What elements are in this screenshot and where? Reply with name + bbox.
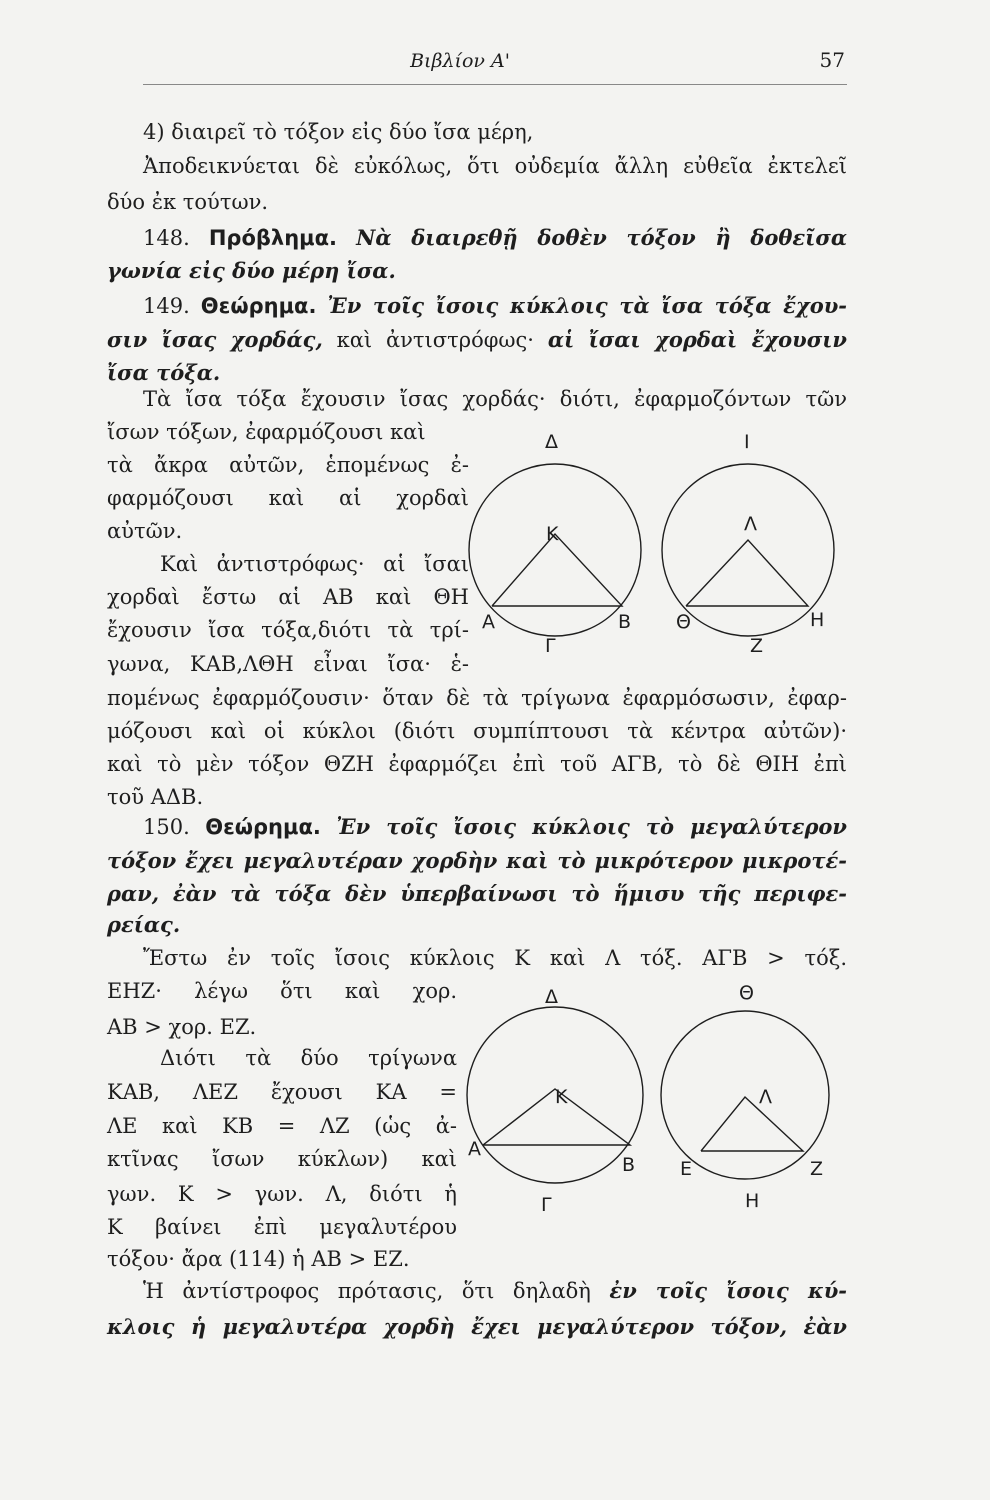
triangle-lthh [686, 540, 808, 606]
problem-statement-line: γωνία εἰς δύο μέρη ἴσα. [107, 258, 396, 283]
section-number: 150. [143, 815, 190, 839]
label-zeta: Ζ [810, 1158, 824, 1180]
text-line: φαρμόζουσι καὶ αἱ χορδαὶ [107, 486, 469, 510]
section-heading: Θεώρημα. [200, 294, 317, 318]
text-line: γωνα, ΚΑΒ,ΛΘΗ εἶναι ἴσα· ἑ- [107, 652, 469, 676]
text-line: Κ βαίνει ἐπὶ μεγαλυτέρου [107, 1215, 457, 1239]
label-gamma: Γ [541, 1194, 552, 1216]
text-line: ἔχουσιν ἴσα τόξα,διότι τὰ τρί- [107, 618, 469, 642]
label-epsilon: Ε [680, 1158, 693, 1180]
text-line: ΑΒ > χορ. ΕΖ. [107, 1015, 257, 1039]
triangle-lez [701, 1097, 803, 1151]
label-a: Α [468, 1138, 481, 1160]
circle-l [661, 1011, 829, 1179]
section-number: 149. [143, 294, 190, 318]
text-line: καὶ τὸ μὲν τόξον ΘΖΗ ἐφαρμόζει ἐπὶ τοῦ ΑΓΒ, τὸ δὲ ΘΙΗ ἐπὶ [107, 752, 847, 776]
theorem-149-line [143, 292, 847, 320]
theorem-statement: Ἐν τοῖς ἴσοις κύκλοις τὸ μεγαλύτερον [336, 814, 847, 839]
section-heading: Θεώρημα. [205, 815, 321, 839]
theorem-statement-line: σιν ἴσας χορδάς, καὶ ἀντιστρόφως· αἱ ἴσαι χορδαὶ ἔχουσιν [107, 327, 847, 352]
text-line: 4) διαιρεῖ τὸ τόξον εἰς δύο ἴσα μέρη, [143, 120, 534, 144]
theorem-statement-line: τόξον ἔχει μεγαλυτέραν χορδὴν καὶ τὸ μικρότερον μικροτέ- [107, 848, 847, 873]
text-line: ΕΗΖ· λέγω ὅτι καὶ χορ. [107, 979, 457, 1003]
text-line: Ἀποδεικνύεται δὲ εὐκόλως, ὅτι οὐδεμία ἄλλη εὐθεῖα ἐκτελεῖ [143, 154, 847, 178]
section-heading: Πρόβλημα. [208, 226, 338, 250]
text-line: τόξου· ἄρα (114) ἡ ΑΒ > ΕΖ. [107, 1247, 410, 1271]
running-header-title: Βιβλίον Α' [410, 50, 510, 72]
text-line: χορδαὶ ἔστω αἱ ΑΒ καὶ ΘΗ [107, 585, 469, 609]
text-line: κλοις ἡ μεγαλυτέρα χορδὴ ἔχει μεγαλύτερον τόξον, ἐὰν [107, 1314, 847, 1339]
text-line: Τὰ ἴσα τόξα ἔχουσιν ἴσας χορδάς· διότι, ἐφαρμοζόντων τῶν [143, 387, 847, 411]
label-eta: Η [745, 1190, 760, 1212]
label-k: Κ [555, 1086, 568, 1108]
text-line: ΛΕ καὶ ΚΒ = ΛΖ (ὡς ἀ- [107, 1114, 457, 1138]
label-b: Β [622, 1154, 636, 1176]
text-line: Διότι τὰ δύο τρίγωνα [160, 1046, 457, 1070]
label-eta: Η [810, 609, 825, 631]
theorem-statement-line: ἴσα τόξα. [107, 360, 221, 385]
label-theta: Θ [739, 982, 754, 1004]
section-number: 148. [143, 226, 190, 250]
text-line: Καὶ ἀντιστρόφως· αἱ ἴσαι [160, 552, 469, 576]
label-theta: Θ [676, 611, 691, 633]
theorem-150-line [143, 813, 847, 841]
label-lambda: Λ [744, 513, 757, 535]
label-gamma: Γ [545, 635, 556, 657]
label-zeta: Ζ [750, 635, 764, 657]
label-a: Α [482, 611, 495, 633]
theorem-statement-line: ραν, ἐὰν τὰ τόξα δὲν ὑπερβαίνωσι τὸ ἥμισυ τῆς περιφε- [107, 881, 847, 906]
text-line: μόζουσι καὶ οἱ κύκλοι (διότι συμπίπτουσι τὰ κέντρα αὐτῶν)· [107, 719, 847, 743]
text-line: κτῖνας ἴσων κύκλων) καὶ [107, 1147, 457, 1171]
text-line: γων. Κ > γων. Λ, διότι ἡ [107, 1182, 457, 1206]
theorem-statement: Ἐν τοῖς ἴσοις κύκλοις τὰ ἴσα τόξα ἔχου- [327, 293, 847, 318]
label-delta: Δ [545, 986, 558, 1008]
text-line: δύο ἐκ τούτων. [107, 190, 269, 214]
text-line: Ἔστω ἐν τοῖς ἴσοις κύκλοις Κ καὶ Λ τόξ. ΑΓΒ > τόξ. [143, 946, 847, 970]
figure-equal-chords [470, 420, 850, 670]
problem-148-line [143, 224, 847, 252]
text-line: τὰ ἄκρα αὐτῶν, ἑπομένως ἐ- [107, 453, 469, 477]
label-k: Κ [546, 523, 559, 545]
problem-statement: Νὰ διαιρεθῇ δοθὲν τόξον ἢ δοθεῖσα [356, 225, 847, 250]
label-iota: Ι [744, 431, 750, 453]
label-lambda: Λ [759, 1086, 772, 1108]
text-line: Ἡ ἀντίστροφος πρότασις, ὅτι δηλαδὴ ἐν τοῖς ἴσοις κύ- [143, 1278, 847, 1303]
text-line: ἴσων τόξων, ἐφαρμόζουσι καὶ [107, 420, 426, 444]
page-number: 57 [819, 48, 845, 72]
label-b: Β [618, 611, 632, 633]
text-line: τοῦ ΑΔΒ. [107, 785, 204, 809]
theorem-statement-line: ρείας. [107, 912, 181, 937]
header-rule [143, 84, 847, 85]
text-line: πομένως ἐφαρμόζουσιν· ὅταν δὲ τὰ τρίγωνα ἐφαρμόσωσιν, ἐφαρ- [107, 686, 847, 710]
text-line: ΚΑΒ, ΛΕΖ ἔχουσι ΚΑ = [107, 1080, 457, 1104]
text-line: αὐτῶν. [107, 519, 183, 543]
figure-unequal-arcs [465, 982, 835, 1225]
label-delta: Δ [545, 431, 558, 453]
